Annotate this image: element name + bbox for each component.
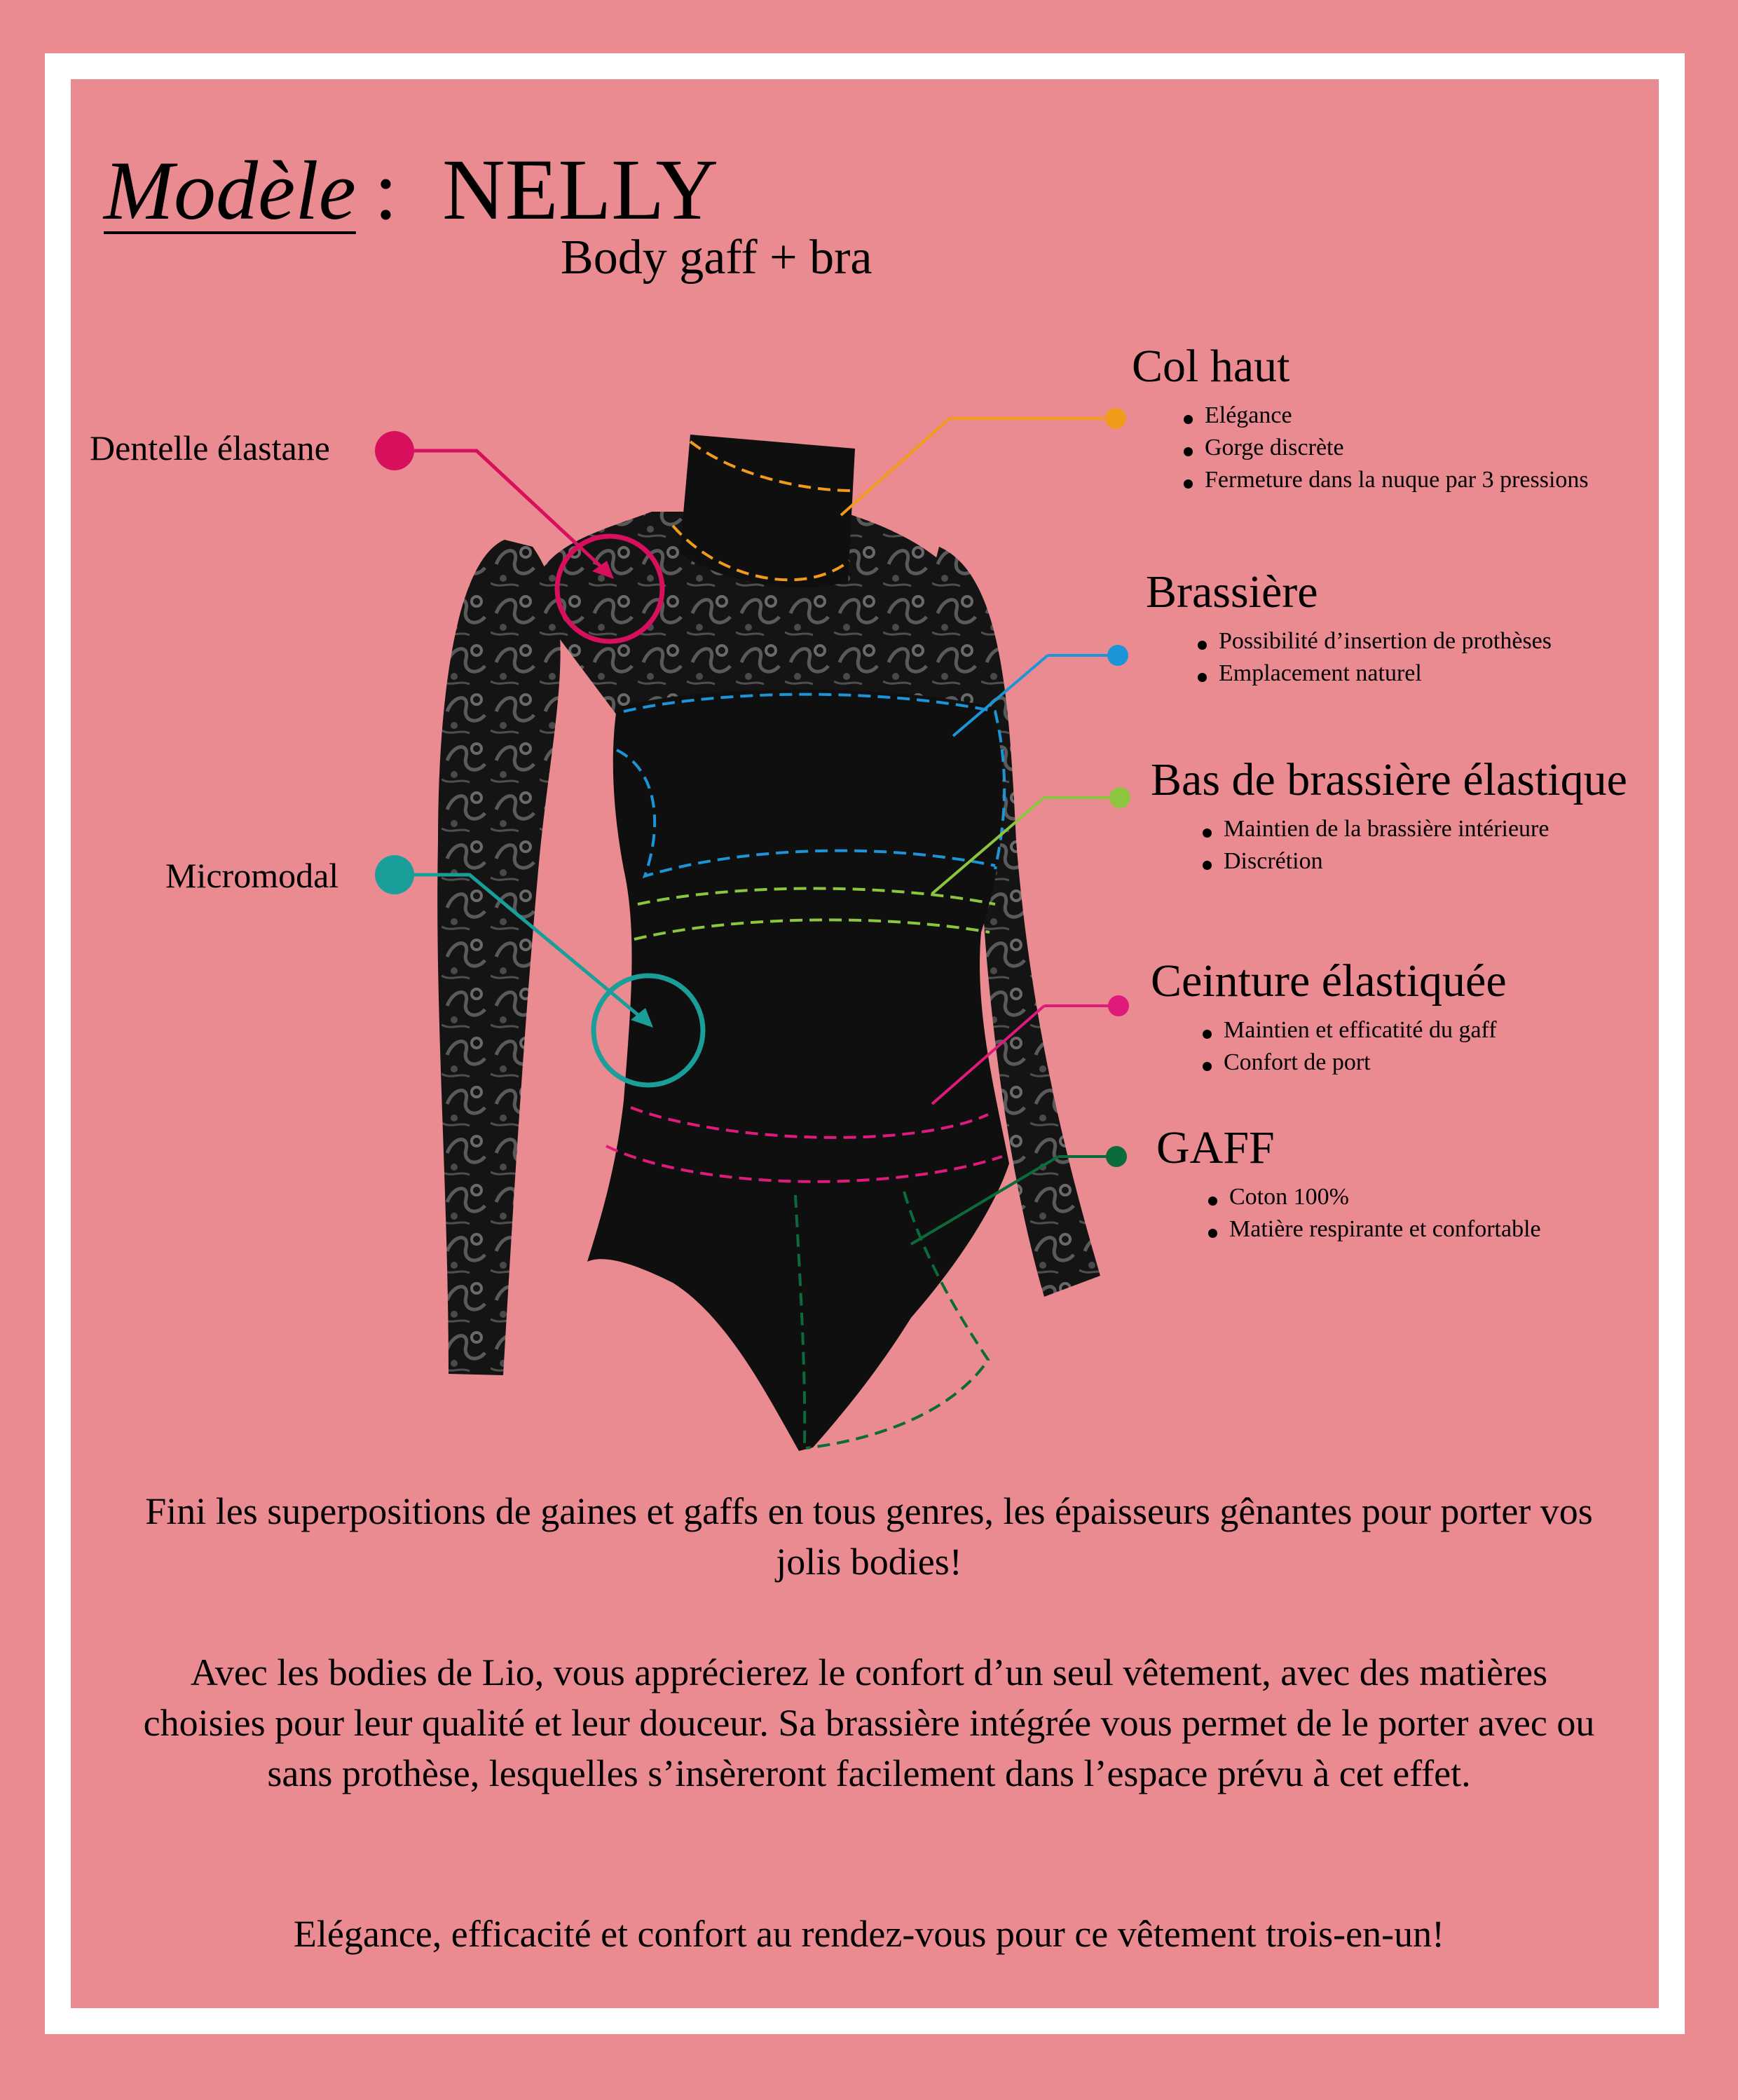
description-paragraph: Fini les superpositions de gaines et gaffs en tous genres, les épaisseurs gênantes pour porter vos jolis bodies! [145,1490,1593,1583]
description-intro [91,1486,1647,1587]
left-sleeve [437,540,560,1375]
torso [587,690,1009,1451]
section-title: GAFF [1156,1122,1275,1173]
title-model-name: NELLY [442,142,719,238]
section-brassiere [1146,566,1552,690]
feature-list [1205,1181,1541,1246]
title-colon: : [374,144,398,237]
description-body [91,1647,1647,1799]
list-item: Gorge discrète [1181,432,1589,464]
feature-list [1195,625,1552,690]
list-item: Coton 100% [1205,1181,1541,1213]
list-item: Emplacement naturel [1195,657,1552,690]
list-item: Maintien de la brassière intérieure [1200,813,1627,845]
section-col-haut [1132,343,1589,496]
section-gaff [1156,1122,1541,1246]
section-bas-brassiere [1151,754,1627,878]
section-ceinture [1151,955,1507,1079]
description-paragraph: Avec les bodies de Lio, vous apprécierez le confort d’un seul vêtement, avec des matières choisies pour leur qualité et leur douceur. Sa brassière intégrée vous permet de le porter avec ou sans prothèse, lesquelles s’insèreront facilement dans l’espace prévu à cet effet. [143,1651,1595,1794]
label-micromodal: Micromodal [165,856,339,895]
list-item: Discrétion [1200,845,1627,878]
list-item: Confort de port [1200,1046,1507,1079]
label-dentelle-elastane: Dentelle élastane [90,428,330,468]
description-paragraph: Elégance, efficacité et confort au rendez-vous pour ce vêtement trois-en-un! [293,1913,1445,1955]
title-prefix: Modèle [104,144,356,237]
list-item: Maintien et efficatité du gaff [1200,1014,1507,1046]
feature-list [1200,1014,1507,1079]
page-title [104,140,718,240]
list-item: Fermeture dans la nuque par 3 pressions [1181,464,1589,496]
feature-list [1200,813,1627,878]
section-title: Brassière [1146,566,1318,618]
section-title: Col haut [1132,341,1290,392]
list-item: Possibilité d’insertion de prothèses [1195,625,1552,657]
collar-shape [680,435,855,587]
section-title: Bas de brassière élastique [1151,754,1627,805]
section-title: Ceinture élastiquée [1151,955,1507,1007]
list-item: Matière respirante et confortable [1205,1213,1541,1246]
list-item: Elégance [1181,400,1589,432]
feature-list [1181,400,1589,496]
description-conclusion [91,1909,1647,1959]
subtitle: Body gaff + bra [561,231,873,285]
